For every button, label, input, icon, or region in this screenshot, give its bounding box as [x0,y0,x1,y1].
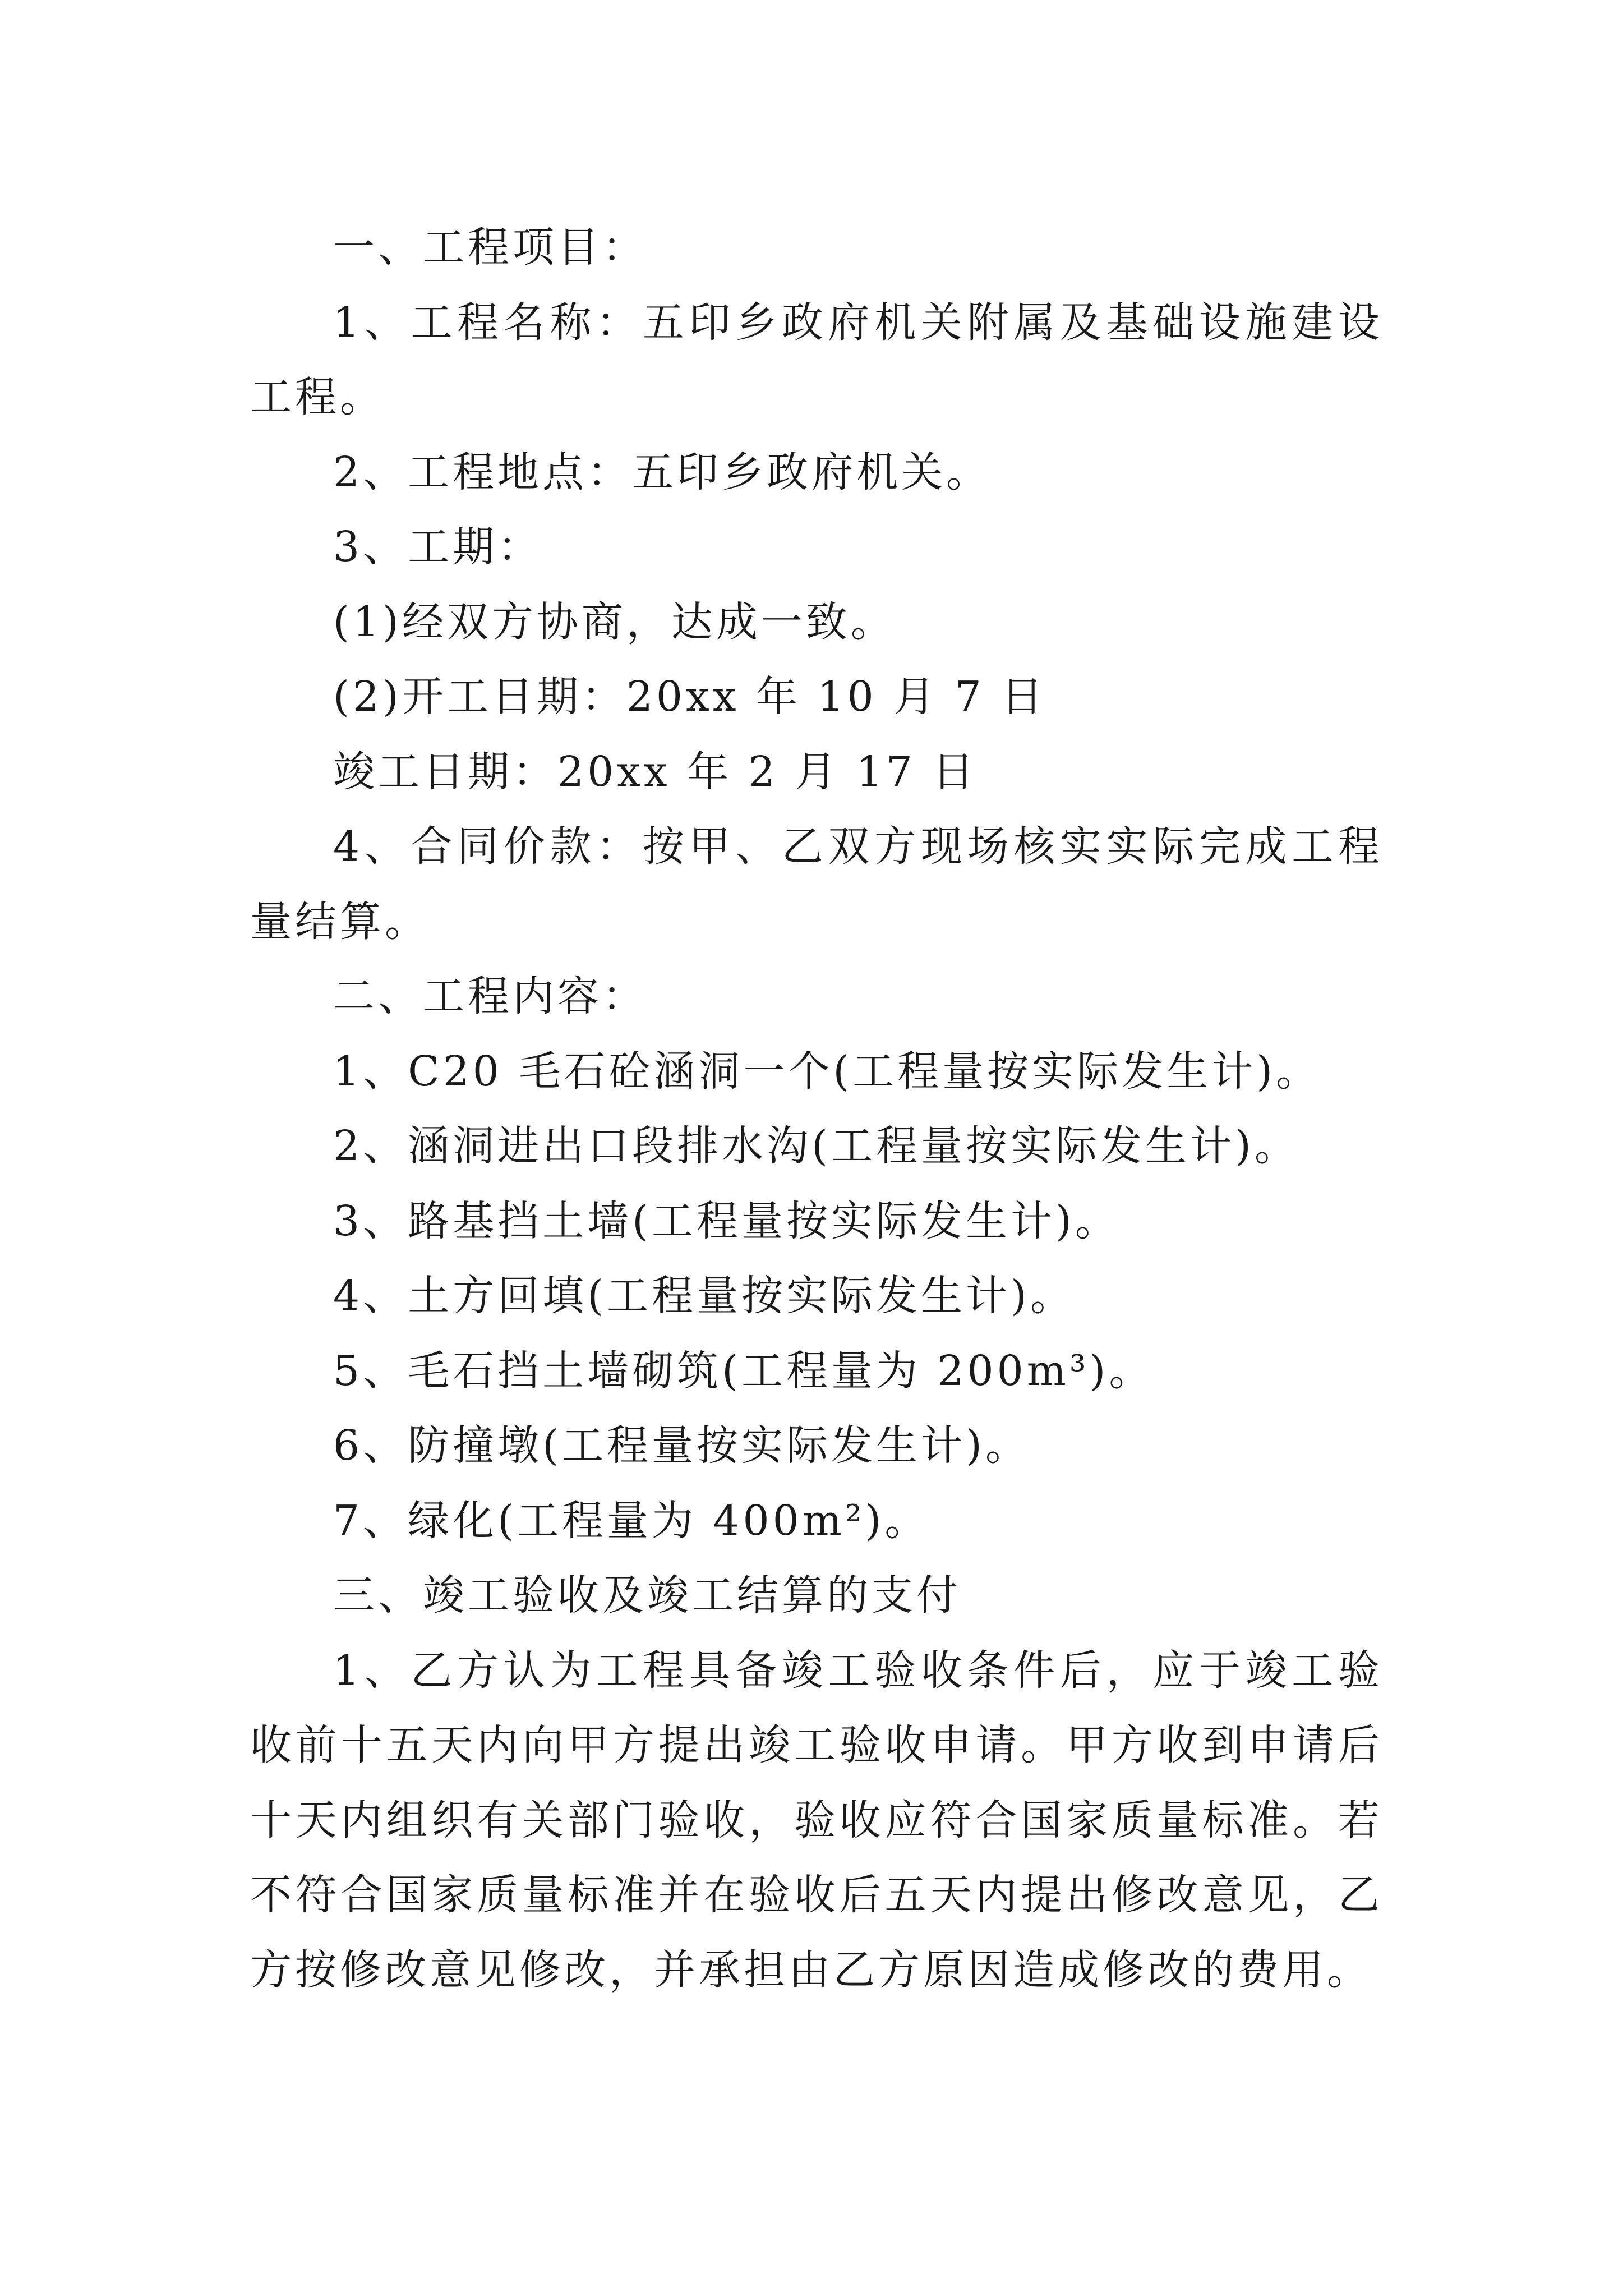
paragraph-start-date: (2)开工日期：20xx 年 10 月 7 日 [333,673,1046,721]
paragraph-schedule: 3、工期： [333,523,543,571]
list-item-backfill: 4、土方回填(工程量按实际发生计)。 [333,1272,1075,1320]
section-heading-project: 一、工程项目： [333,223,647,272]
section-heading-content: 二、工程内容： [333,972,647,1020]
section-heading-acceptance: 三、竣工验收及竣工结算的支付 [333,1571,961,1619]
paragraph-schedule-agreement: (1)经双方协商，达成一致。 [333,597,896,646]
paragraph-completion-date: 竣工日期：20xx 年 2 月 17 日 [333,747,978,796]
paragraph-acceptance-procedure: 1、乙方认为工程具备竣工验收条件后，应于竣工验收前十五天内向甲方提出竣工验收申请。甲方收到申请后十天内组织有关部门验收，验收应符合国家质量标准。若不符合国家质量标准并在验收后五天内提出修改意见，乙方按修改意见修改，并承担由乙方原因造成修改的费用。 [250,1646,1383,1994]
list-item-crash-barrier: 6、防撞墩(工程量按实际发生计)。 [333,1421,1030,1470]
list-item-greening: 7、绿化(工程量为 400m²)。 [333,1496,930,1545]
paragraph-contract-price: 4、合同价款：按甲、乙双方现场核实实际完成工程量结算。 [250,822,1383,946]
list-item-retaining-wall: 3、路基挡土墙(工程量按实际发生计)。 [333,1197,1120,1245]
list-item-culvert: 1、C20 毛石砼涵洞一个(工程量按实际发生计)。 [333,1047,1321,1096]
paragraph-project-name: 1、工程名称：五印乡政府机关附属及基础设施建设工程。 [250,298,1383,421]
list-item-masonry-wall: 5、毛石挡土墙砌筑(工程量为 200m³)。 [333,1346,1154,1395]
paragraph-project-location: 2、工程地点：五印乡政府机关。 [333,448,992,496]
list-item-drainage-ditch: 2、涵洞进出口段排水沟(工程量按实际发生计)。 [333,1122,1299,1170]
document-body [250,210,1383,2008]
